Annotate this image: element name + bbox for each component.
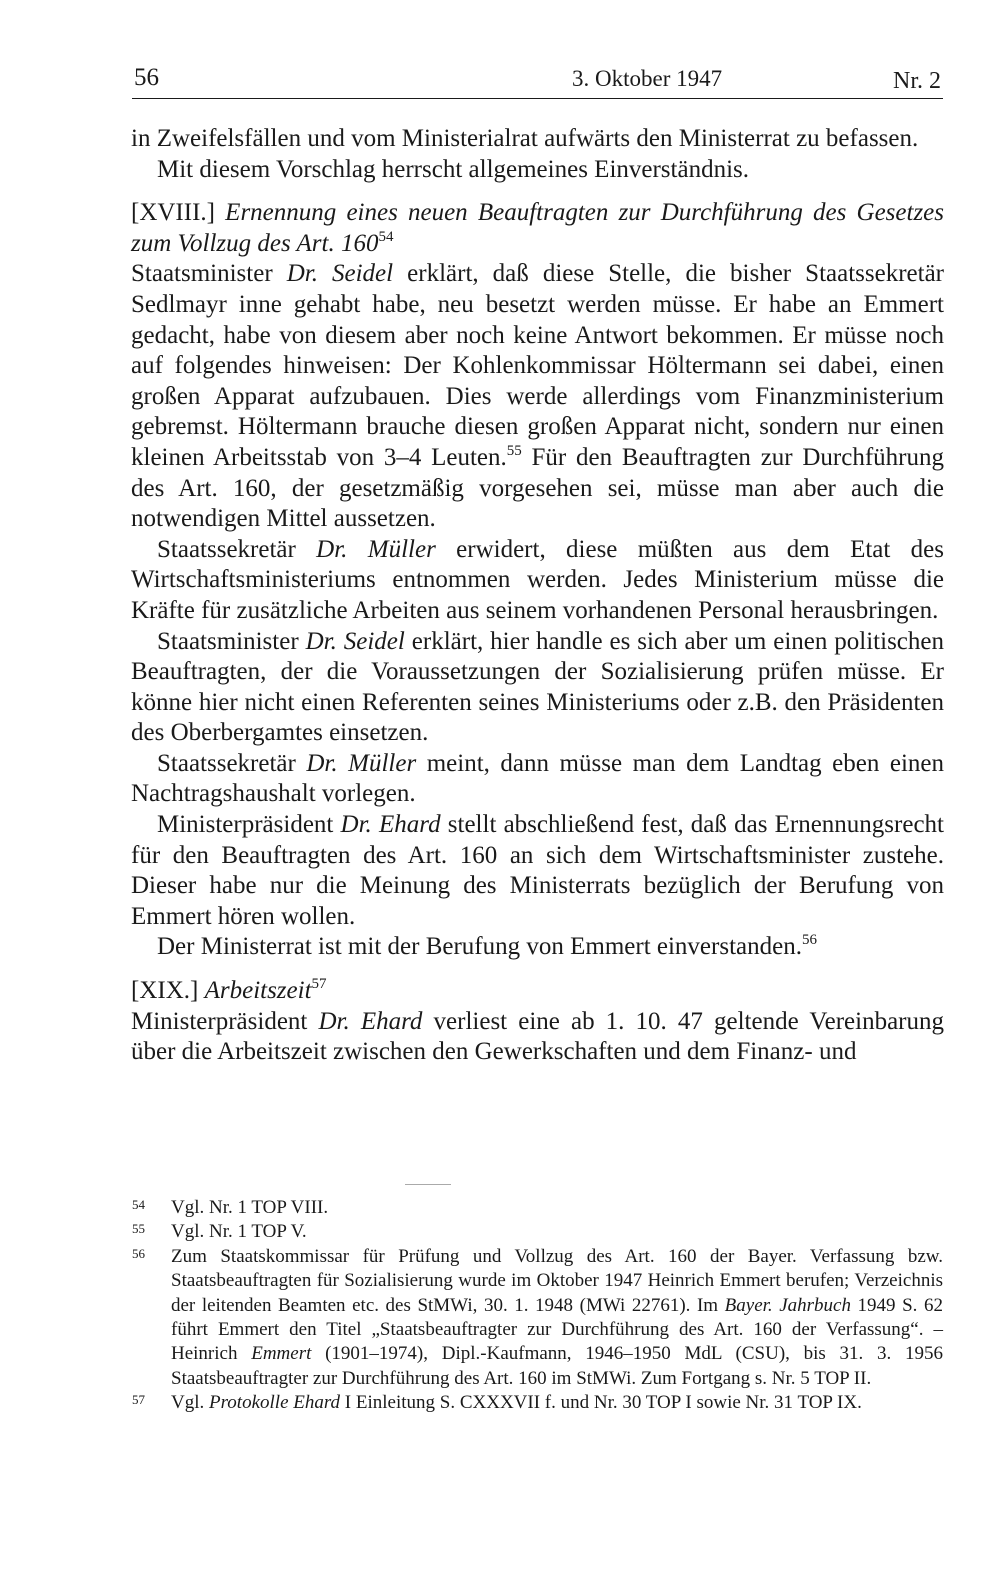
paragraph: Staatsminister Dr. Seidel erklärt, daß diese Stelle, die bisher Staatssekretär Sedlmayr inne gehabt habe, neu besetzt werden müsse. Er habe an Emmert gedacht, habe von diesem aber noch keine Antwort bekommen. Er müsse noch auf folgendes hinweisen: Der Kohlenkommissar Höltermann sei dabei, einen großen Apparat aufzubauen. Dies werde allerdings vom Finanzministerium gebremst. Höltermann brauche diesen großen Apparat nicht, sondern nur einen kleinen Arbeitsstab von 3–4 Leuten.$^{55}$ Für den Beauftragten zur Durchführung des Art. 160, der gesetzmäßig vorgesehen sei, müsse man aber auch die notwendigen Mittel aussetzen. — [131, 260, 945, 533]
issue-number: Nr. 2 — [893, 68, 941, 94]
running-header — [132, 58, 943, 99]
footnote-separator — [405, 1184, 451, 1185]
footnote-57: 57 Vgl. Protokolle Ehard I Einleitung S. CXXXVII f. und Nr. 30 TOP I sowie Nr. 31 TOP IX. — [132, 1392, 862, 1414]
paragraph: Ministerpräsident Dr. Ehard stellt abschließend fest, daß das Ernennungsrecht für den Beauftragten des Art. 160 an sich dem Wirtschaftsminister zustehe. Dieser habe nur die Meinung des Ministerrats bezüglich der Berufung von Emmert hören wollen. — [131, 811, 944, 930]
section-number: [XVIII.] — [131, 199, 215, 227]
footnote-ref[interactable]: 54 — [378, 228, 394, 245]
cited-work: Protokolle Ehard — [209, 1392, 341, 1414]
section-title: Ernennung eines neuen Beauftragten zur Durchführung des Gesetzes zum Vollzug des Art. 160 — [131, 199, 945, 257]
paragraph: Der Ministerrat ist mit der Berufung von Emmert einverstanden.$^{56}$ — [157, 932, 817, 961]
footnote-54: 54 Vgl. Nr. 1 TOP VIII. — [132, 1197, 329, 1218]
paragraph: Mit diesem Vorschlag herrscht allgemeines Einverständnis. — [157, 155, 750, 183]
speaker-name: Ehard — [379, 811, 441, 839]
footnote-number: 54 — [132, 1197, 145, 1212]
footnote-number: 57 — [132, 1392, 145, 1408]
cited-work: Bayer. Jahrbuch — [724, 1294, 851, 1316]
footnote-number: 56 — [132, 1245, 145, 1261]
footnote-56: 56 Zum Staatskommissar für Prüfung und Vollzug des Art. 160 der Bayer. Verfassung bzw. Staatsbeauftragten für Sozialisierung wurde im Oktober 1947 Heinrich Emmert berufen; Verzeichnis der leitenden Beamten etc. des StMWi, 30. 1. 1948 (MWi 22761). Im Bayer. Jahrbuch 1949 S. 62 führt Emmert den Titel „Staatsbeauftragter zur Durchführung des Art. 160 der Verfassung“. – Heinrich Emmert (1901–1974), Dipl.-Kaufmann, 1946–1950 MdL (CSU), bis 31. 3. 1956 Staatsbeauftragter zur Durchführung des Art. 160 im StMWi. Zum Fortgang s. Nr. 5 TOP II. — [132, 1245, 943, 1389]
main-text — [131, 124, 944, 1068]
speaker-name: Müller — [348, 749, 417, 777]
speaker-name: Müller — [367, 535, 436, 563]
paragraph: Staatssekretär Dr. Müller erwidert, diese müßten aus dem Etat des Wirtschaftsministeriums entnommen werden. Jedes Ministerium müsse die Kräfte für zusätzliche Arbeiten aus seinem vorhandenen Personal herausbringen. — [131, 535, 944, 624]
section-heading-xix — [131, 976, 944, 1007]
section-heading-xviii — [131, 198, 944, 259]
footnote-55: 55 Vgl. Nr. 1 TOP V. — [132, 1221, 307, 1243]
page-number: 56 — [134, 64, 159, 91]
paragraph: in Zweifelsfällen und vom Ministerialrat aufwärts den Ministerrat zu befassen. — [131, 125, 919, 152]
footnote-ref[interactable]: 56 — [801, 932, 817, 949]
section-title: Arbeitszeit — [204, 977, 312, 1005]
speaker-name: Seidel — [343, 627, 405, 655]
paragraph: Staatssekretär Dr. Müller meint, dann müsse man dem Landtag eben einen Nachtragshaushalt vorlegen. — [131, 749, 944, 808]
speaker-name: Ehard — [360, 1007, 423, 1035]
person-name: Emmert — [251, 1343, 312, 1365]
footnote-ref[interactable]: 55 — [506, 442, 522, 459]
paragraph: Ministerpräsident Dr. Ehard verliest eine ab 1. 10. 47 geltende Vereinbarung über die Arbeitszeit zwischen den Gewerkschaften und dem Finanz- und — [131, 1007, 944, 1066]
footnotes — [132, 1196, 943, 1416]
speaker-name: Seidel — [332, 260, 394, 288]
paragraph: Staatsminister Dr. Seidel erklärt, hier handle es sich aber um einen politischen Beauftragten, der die Voraussetzungen der Sozialisierung prüfen müsse. Er könne hier nicht einen Referenten seines Ministeriums oder z.B. den Präsidenten des Oberbergamtes einsetzen. — [131, 627, 944, 747]
header-date: 3. Oktober 1947 — [572, 66, 723, 91]
footnote-number: 55 — [132, 1221, 145, 1237]
section-number: [XIX.] — [131, 977, 199, 1005]
footnote-ref[interactable]: 57 — [311, 976, 327, 993]
